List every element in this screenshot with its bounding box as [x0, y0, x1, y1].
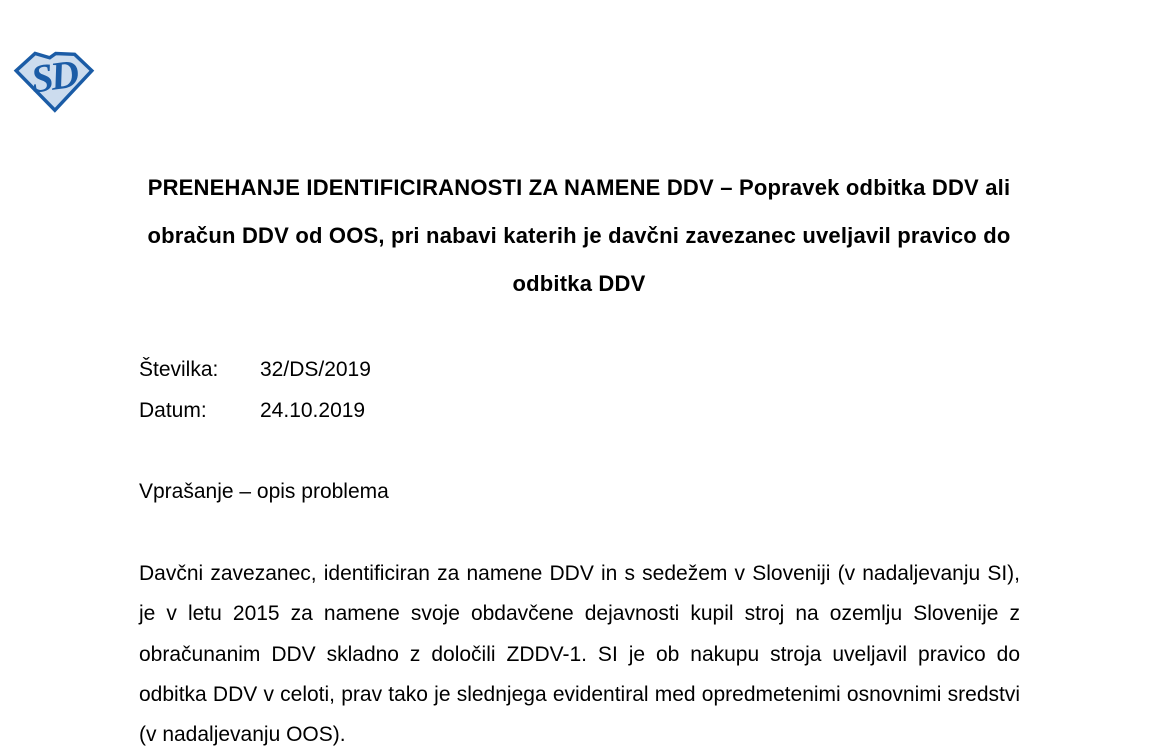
document-meta: [139, 350, 371, 431]
sd-logo-icon: [11, 49, 97, 113]
meta-value-number: 32/DS/2019: [260, 358, 371, 381]
body-paragraph: Davčni zavezanec, identificiran za namene DDV in s sedežem v Sloveniji (v nadaljevanju SI), je v letu 2015 za namene svoje obdavčene dejavnosti kupil stroj na ozemlju Slovenije z obračunanim DDV skladno z določili ZDDV-1. SI je ob nakupu stroja uveljavil pravico do odbitka DDV v celoti, prav tako je slednjega evidentiral med opredmetenimi osnovnimi sredstvi (v nadaljevanju OOS).: [139, 562, 1020, 747]
section-heading-question: Vprašanje – opis problema: [139, 480, 389, 503]
meta-label-date: Datum:: [139, 398, 207, 422]
sd-logo-letters: SD: [28, 51, 80, 102]
meta-label-number: Številka:: [139, 358, 219, 381]
document-title: PRENEHANJE IDENTIFICIRANOSTI ZA NAMENE DDV – Popravek odbitka DDV ali obračun DDV od OOS, pri nabavi katerih je davčni zavezanec uveljavil pravico do odbitka DDV: [147, 175, 1011, 296]
meta-row-number: [139, 350, 371, 391]
meta-value-date: 24.10.2019: [260, 398, 366, 422]
meta-row-date: [139, 391, 371, 432]
